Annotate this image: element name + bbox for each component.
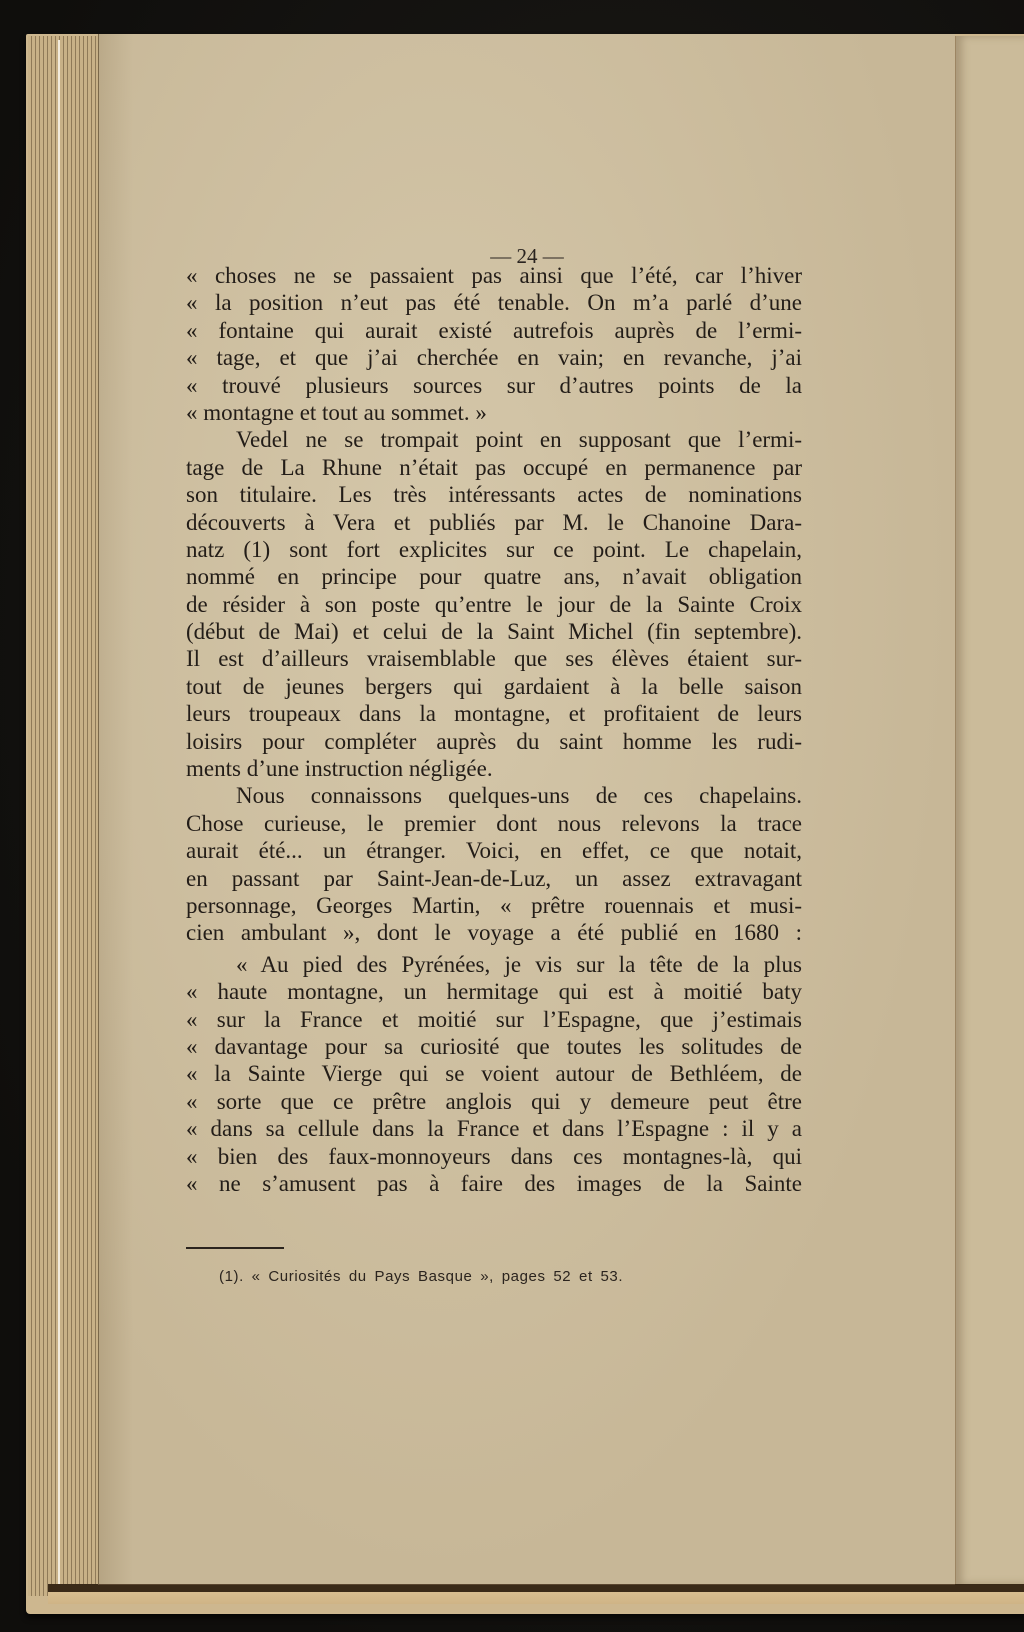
- page-text-block: [186, 262, 802, 1197]
- paragraph-vedel: [186, 426, 802, 782]
- text-line: « la Sainte Vierge qui se voient autour de Bethléem, de: [186, 1061, 802, 1087]
- text-line: « ne s’amusent pas à faire des images de la Sainte: [186, 1170, 802, 1196]
- text-line: « bien des faux-monnoyeurs dans ces montagnes-là, qui: [186, 1143, 802, 1169]
- text-line: « Au pied des Pyrénées, je vis sur la tête de la plus: [236, 951, 802, 977]
- text-line: « tage, et que j’ai cherchée en vain; en revanche, j’ai: [186, 345, 802, 371]
- text-line: « sorte que ce prêtre anglois qui y demeure peut être: [186, 1088, 802, 1114]
- text-line: personnage, Georges Martin, « prêtre rouennais et musi-: [186, 892, 802, 918]
- text-line: nommé en principe pour quatre ans, n’avait obligation: [186, 564, 802, 590]
- text-line: (début de Mai) et celui de la Saint Michel (fin septembre).: [186, 619, 802, 645]
- text-line: tage de La Rhune n’était pas occupé en permanence par: [186, 454, 802, 480]
- text-line: aurait été... un étranger. Voici, en effet, ce que notait,: [186, 838, 802, 864]
- text-line: « trouvé plusieurs sources sur d’autres points de la: [186, 372, 802, 398]
- footnote: (1). « Curiosités du Pays Basque », pages 52 et 53.: [219, 1268, 624, 1285]
- text-line: « montagne et tout au sommet. »: [186, 399, 487, 425]
- text-line: « dans sa cellule dans la France et dans l’Espagne : il y a: [186, 1116, 802, 1142]
- text-line: Nous connaissons quelques-uns de ces chapelains.: [236, 783, 802, 809]
- text-line: « sur la France et moitié sur l’Espagne, que j’estimais: [186, 1006, 802, 1032]
- text-line: de résider à son poste qu’entre le jour de la Sainte Croix: [186, 591, 802, 617]
- book-bottom-edge: [48, 1584, 1024, 1604]
- page-edge-highlight: [58, 40, 60, 1590]
- text-line: loisirs pour compléter auprès du saint homme les rudi-: [186, 728, 802, 754]
- paragraph-quote-continuation: [186, 262, 802, 426]
- footnote-rule: [186, 1247, 284, 1249]
- text-line: leurs troupeaux dans la montagne, et profitaient de leurs: [186, 701, 802, 727]
- text-line: Il est d’ailleurs vraisemblable que ses élèves étaient sur-: [186, 646, 802, 672]
- text-line: « la position n’eut pas été tenable. On m’a parlé d’une: [186, 290, 802, 316]
- page-number: — 24 —: [490, 244, 564, 268]
- text-line: « choses ne se passaient pas ainsi que l’été, car l’hiver: [186, 263, 802, 288]
- text-line: découverts à Vera et publiés par M. le Chanoine Dara-: [186, 509, 802, 535]
- text-line: « davantage pour sa curiosité que toutes les solitudes de: [186, 1033, 802, 1059]
- text-line: « haute montagne, un hermitage qui est à moitié baty: [186, 979, 802, 1005]
- text-line: Chose curieuse, le premier dont nous relevons la trace: [186, 810, 802, 836]
- text-line: « fontaine qui aurait existé autrefois auprès de l’ermi-: [186, 317, 802, 343]
- text-line: en passant par Saint-Jean-de-Luz, un assez extravagant: [186, 865, 802, 891]
- paragraph-chapelains: [186, 782, 802, 946]
- text-line: son titulaire. Les très intéressants actes de nominations: [186, 482, 802, 508]
- facing-page-edge: [954, 36, 1024, 1584]
- text-line: Vedel ne se trompait point en supposant que l’ermi-: [236, 427, 802, 453]
- stacked-page-edges: [28, 36, 100, 1596]
- text-line: ments d’une instruction négligée.: [186, 756, 493, 782]
- text-line: tout de jeunes bergers qui gardaient à la belle saison: [186, 673, 802, 699]
- text-line: natz (1) sont fort explicites sur ce point. Le chapelain,: [186, 536, 802, 562]
- paragraph-martin-quote: [186, 951, 802, 1198]
- text-line: cien ambulant », dont le voyage a été publié en 1680 :: [186, 920, 802, 946]
